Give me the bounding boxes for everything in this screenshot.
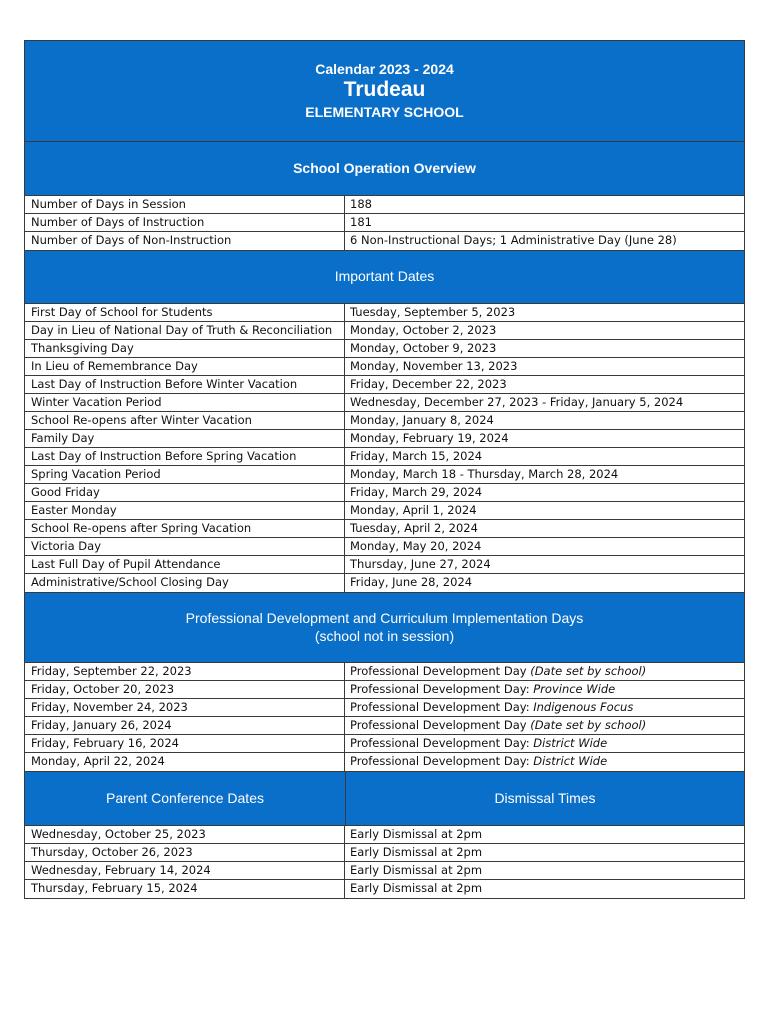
row-label: Number of Days of Non-Instruction [25,232,345,250]
row-value [345,699,744,716]
pd-prefix: Professional Development Day: [350,700,534,714]
table-row [25,376,744,394]
table-row [25,681,744,699]
row-label: Last Day of Instruction Before Winter Vacation [25,376,345,393]
row-value [345,753,744,771]
conference-heading-row [25,772,744,826]
pd-prefix: Professional Development Day [350,718,531,732]
row-value [345,663,744,680]
row-label: First Day of School for Students [25,304,345,321]
table-row [25,663,744,681]
table-row [25,448,744,466]
row-value: Thursday, June 27, 2024 [350,557,491,571]
table-row [25,502,744,520]
pro-d-heading [25,593,744,663]
row-value: Friday, March 29, 2024 [350,485,483,499]
calendar-year-title: Calendar 2023 - 2024 [315,61,454,77]
pro-d-heading-line2: (school not in session) [314,628,455,644]
table-row [25,538,744,556]
pro-d-heading-line1: Professional Development and Curriculum Implementation Days [185,610,584,626]
row-value: Early Dismissal at 2pm [350,863,483,877]
row-value [345,735,744,752]
row-date: Monday, April 22, 2024 [25,753,345,771]
row-date: Wednesday, October 25, 2023 [25,826,345,843]
table-row [25,880,744,898]
row-label: Thanksgiving Day [25,340,345,357]
table-row [25,466,744,484]
pd-note: (Date set by school) [530,718,647,732]
table-row [25,753,744,771]
table-row [25,574,744,592]
row-date: Friday, November 24, 2023 [25,699,345,716]
row-label: Number of Days of Instruction [25,214,345,231]
pd-prefix: Professional Development Day [350,664,531,678]
row-value: Wednesday, December 27, 2023 - Friday, January 5, 2024 [350,395,684,409]
row-label: Family Day [25,430,345,447]
row-value: Friday, December 22, 2023 [350,377,507,391]
row-label: School Re-opens after Spring Vacation [25,520,345,537]
row-date: Wednesday, February 14, 2024 [25,862,345,879]
row-label: Last Full Day of Pupil Attendance [25,556,345,573]
operation-overview-heading: School Operation Overview [25,142,744,196]
row-date: Friday, September 22, 2023 [25,663,345,680]
row-label: Easter Monday [25,502,345,519]
pd-note: District Wide [533,736,608,750]
row-date: Friday, January 26, 2024 [25,717,345,734]
table-row [25,214,744,232]
row-value: Monday, February 19, 2024 [350,431,509,445]
row-value: Monday, May 20, 2024 [350,539,482,553]
row-date: Friday, October 20, 2023 [25,681,345,698]
row-value: Friday, June 28, 2024 [350,575,473,589]
row-value: Tuesday, September 5, 2023 [350,305,516,319]
row-value: 188 [350,197,372,211]
row-value: Monday, March 18 - Thursday, March 28, 2024 [350,467,619,481]
table-row [25,232,744,250]
row-value: 6 Non-Instructional Days; 1 Administrative Day (June 28) [350,233,677,247]
school-name: Trudeau [343,78,426,101]
row-label: Spring Vacation Period [25,466,345,483]
table-row [25,304,744,322]
row-label: Good Friday [25,484,345,501]
row-value: Monday, November 13, 2023 [350,359,518,373]
pd-note: Indigenous Focus [533,700,634,714]
row-value: Early Dismissal at 2pm [350,881,483,895]
important-dates-rows [25,304,744,592]
pd-prefix: Professional Development Day: [350,682,534,696]
row-value: 181 [350,215,372,229]
row-date: Friday, February 16, 2024 [25,735,345,752]
table-row [25,340,744,358]
operation-overview-rows [25,196,744,250]
pro-d-rows [25,663,744,771]
row-label: School Re-opens after Winter Vacation [25,412,345,429]
pd-prefix: Professional Development Day: [350,736,534,750]
row-label: In Lieu of Remembrance Day [25,358,345,375]
table-row [25,717,744,735]
row-value: Monday, October 2, 2023 [350,323,497,337]
pd-prefix: Professional Development Day: [350,754,534,768]
table-row [25,322,744,340]
row-value [345,717,744,734]
table-row [25,412,744,430]
table-row [25,358,744,376]
row-value [345,681,744,698]
row-label: Victoria Day [25,538,345,555]
pd-note: District Wide [533,754,608,768]
important-dates-heading: Important Dates [25,251,744,304]
row-label: Administrative/School Closing Day [25,574,345,592]
row-label: Number of Days in Session [25,196,345,213]
row-value: Early Dismissal at 2pm [350,845,483,859]
school-type: ELEMENTARY SCHOOL [305,104,464,120]
table-row [25,196,744,214]
row-value: Tuesday, April 2, 2024 [350,521,478,535]
table-row [25,394,744,412]
row-date: Thursday, February 15, 2024 [25,880,345,898]
pd-note: (Date set by school) [530,664,647,678]
school-calendar-table [24,40,745,899]
table-row [25,430,744,448]
pd-note: Province Wide [533,682,616,696]
row-date: Thursday, October 26, 2023 [25,844,345,861]
table-row [25,844,744,862]
row-value: Friday, March 15, 2024 [350,449,483,463]
table-row [25,520,744,538]
row-value: Early Dismissal at 2pm [350,827,483,841]
title-banner [25,41,744,142]
row-label: Day in Lieu of National Day of Truth & Reconciliation [25,322,345,339]
row-value: Monday, January 8, 2024 [350,413,494,427]
row-value: Monday, October 9, 2023 [350,341,497,355]
table-row [25,699,744,717]
row-label: Last Day of Instruction Before Spring Vacation [25,448,345,465]
row-value: Monday, April 1, 2024 [350,503,477,517]
table-row [25,862,744,880]
row-label: Winter Vacation Period [25,394,345,411]
conference-rows [25,826,744,898]
dismissal-times-heading: Dismissal Times [494,790,596,806]
table-row [25,826,744,844]
table-row [25,735,744,753]
table-row [25,484,744,502]
table-row [25,556,744,574]
parent-conference-heading: Parent Conference Dates [25,772,346,825]
